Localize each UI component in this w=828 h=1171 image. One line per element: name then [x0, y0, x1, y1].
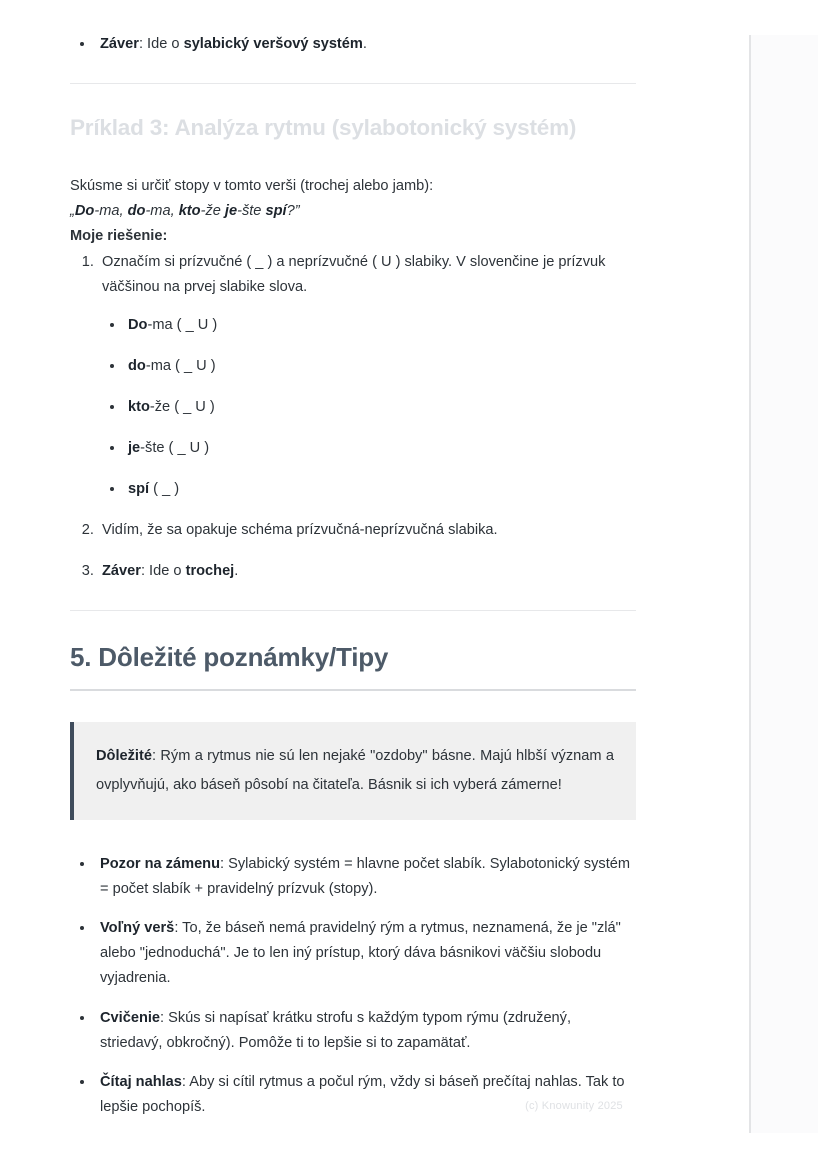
divider-rule-top [70, 83, 636, 84]
example-heading: Príklad 3: Analýza rytmu (sylabotonický systém) [70, 115, 577, 141]
step-3-strong: trochej [185, 563, 235, 580]
example-lead-text: Skúsme si určiť stopy v tomto verši (trochej alebo jamb): [70, 178, 434, 195]
list-item [95, 1070, 636, 1120]
step-1-text: Označím si prízvučné ( _ ) a neprízvučné ( U ) slabiky. V slovenčine je prízvuk väčšinou na prvej slabike slova. [102, 253, 606, 295]
syllable-bold: Do [128, 316, 148, 333]
copyright-text: (c) Knowunity 2025 [525, 1100, 623, 1112]
tip-label: Voľný verš [100, 920, 175, 937]
bullet-strong: sylabický veršový systém [183, 36, 363, 52]
syllable-bold: spí [128, 481, 150, 498]
page-edge-panel [751, 35, 818, 1133]
list-item [125, 395, 636, 420]
list-item [125, 436, 636, 461]
solution-steps-list [70, 250, 636, 585]
verse-line [70, 199, 636, 224]
list-item [95, 1006, 636, 1056]
tip-text: : Aby si cítil rytmus a počul rým, vždy si báseň prečítaj nahlas. Tak to lepšie pochopíš. [100, 1073, 625, 1115]
quote-open: „ [70, 203, 75, 220]
verse-text-4: -šte [237, 203, 266, 220]
page-footer [0, 1100, 828, 1112]
list-item [125, 477, 636, 502]
syllable-list [102, 313, 636, 502]
quote-close: ” [294, 203, 300, 220]
list-item [98, 518, 636, 543]
list-item [125, 354, 636, 379]
list-item [95, 852, 636, 902]
list-item [95, 32, 636, 57]
callout-text [96, 742, 614, 799]
tip-label: Pozor na zámenu [100, 856, 221, 873]
step-3-label: Záver [102, 563, 141, 580]
verse-stress-3: kto [178, 203, 201, 220]
step-3-separator: : Ide o [140, 563, 186, 580]
list-item [95, 916, 636, 991]
tip-text: : Skús si napísať krátku strofu s každým typom rýmu (združený, striedavý, obkročný). Pomôže ti to lepšie si to zapamätať. [100, 1009, 572, 1051]
verse-stress-4: je [224, 203, 238, 220]
verse-text-3: -že [200, 203, 225, 220]
verse-text-2: -ma, [145, 203, 179, 220]
tip-text: : Sylabický systém = hlavne počet slabík. Sylabotonický systém = počet slabík + pravidelný prízvuk (stopy). [100, 856, 631, 898]
document-content [70, 0, 636, 1120]
tips-list [70, 852, 636, 1120]
page-edge-divider [749, 35, 751, 1133]
callout-body: : Rým a rytmus nie sú len nejaké "ozdoby" básne. Majú hlbší význam a ovplyvňujú, ako báseň pôsobí na čitateľa. Básnik si ich vyberá zámerne! [96, 748, 614, 793]
verse-text-5: ? [286, 203, 295, 220]
list-item [98, 559, 636, 584]
section-underline [70, 689, 636, 691]
divider-rule-bottom [70, 610, 636, 611]
syllable-rest: -ma ( _ U ) [147, 316, 218, 333]
important-callout [70, 722, 636, 820]
verse-text-1: -ma, [94, 203, 128, 220]
bullet-separator: : Ide o [138, 36, 184, 52]
syllable-bold: kto [128, 398, 150, 415]
page-title: 5. Dôležité poznámky/Tipy [70, 642, 389, 673]
syllable-rest: -ma ( _ U ) [145, 357, 216, 374]
syllable-bold: je [128, 439, 141, 456]
step-2-text: Vidím, že sa opakuje schéma prízvučná-neprízvučná slabika. [102, 522, 498, 539]
syllable-bold: do [128, 357, 146, 374]
list-item [98, 250, 636, 503]
tip-text: : To, že báseň nemá pravidelný rým a rytmus, neznamená, že je "zlá" alebo "jednoduchá". Je to len iný prístup, ktorý dáva básnikovi väčšiu slobodu vyjadrenia. [100, 920, 621, 987]
syllable-rest: -že ( _ U ) [149, 398, 215, 415]
bullet-label: Záver [100, 36, 139, 52]
tip-label: Čítaj nahlas [100, 1073, 182, 1090]
verse-stress-2: do [127, 203, 146, 220]
solution-label: Moje riešenie: [70, 228, 168, 245]
bullet-end: . [362, 36, 367, 52]
conclusion-bullet-list [70, 32, 636, 57]
tip-label: Cvičenie [100, 1009, 161, 1026]
verse-stress-5: spí [265, 203, 287, 220]
step-3-end: . [234, 563, 239, 580]
verse-stress-1: Do [74, 203, 95, 220]
callout-label: Dôležité [96, 748, 152, 765]
list-item [125, 313, 636, 338]
syllable-rest: ( _ ) [149, 481, 180, 498]
syllable-rest: -šte ( _ U ) [140, 439, 210, 456]
